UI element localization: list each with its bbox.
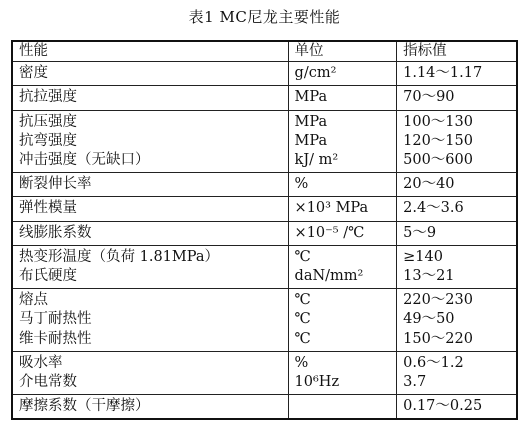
property-name: 抗压强度 [19,113,77,130]
property-unit: ℃ [294,248,311,265]
property-name: 线膨胀系数 [19,224,92,241]
property-value: 20～40 [403,176,455,193]
property-name: 抗拉强度 [19,89,77,106]
property-name: 维卡耐热性 [19,330,92,347]
property-name: 吸水率 [19,354,63,371]
property-value: 150～220 [403,330,473,347]
property-value: 49～50 [403,311,455,328]
property-value: 100～130 [403,113,473,130]
property-value: ≥140 [403,248,443,265]
property-value: 5～9 [403,224,437,241]
property-value: 220～230 [403,292,473,309]
property-value: 70～90 [403,89,455,106]
property-unit: 10⁶Hz [294,374,340,391]
property-unit: MPa [294,132,328,149]
property-unit: kJ/ m² [294,152,339,169]
table-row [12,351,517,394]
property-value: 0.6～1.2 [403,354,464,371]
header-unit: 单位 [288,41,397,62]
property-name: 密度 [19,65,48,82]
table-row [12,395,517,420]
property-value: 500～600 [403,152,473,169]
property-name: 马丁耐热性 [19,311,92,328]
property-value: 120～150 [403,132,473,149]
header-property: 性能 [12,41,288,62]
property-value: 2.4～3.6 [403,200,464,217]
table-header-row [12,41,517,62]
property-name: 介电常数 [19,374,77,391]
properties-table [11,40,518,420]
property-name: 断裂伸长率 [19,176,92,193]
property-unit: ℃ [294,292,311,309]
property-unit: % [294,354,309,371]
property-name: 热变形温度（负荷 1.81MPa） [19,248,219,265]
property-unit: ℃ [294,311,311,328]
property-value: 3.7 [403,374,427,391]
property-unit: g/cm² [294,65,337,82]
table-row [12,86,517,110]
property-unit: % [294,176,309,193]
table-row [12,110,517,173]
property-unit: daN/mm² [294,268,364,285]
table-row [12,289,517,352]
table-title: 表1 MC尼龙主要性能 [188,8,341,26]
property-value: 1.14～1.17 [403,65,483,82]
table-row [12,221,517,245]
property-unit: ℃ [294,330,311,347]
header-value: 指标值 [397,41,517,62]
property-name: 布氏硬度 [19,268,77,285]
property-name: 抗弯强度 [19,132,77,149]
table-row [12,62,517,86]
property-value: 13～21 [403,268,455,285]
property-unit: ×10³ MPa [294,200,369,217]
property-unit: ×10⁻⁵ /℃ [294,224,365,241]
property-name: 冲击强度（无缺口） [19,152,150,169]
table-row [12,197,517,221]
property-unit: MPa [294,89,328,106]
table-row [12,173,517,197]
property-name: 弹性模量 [19,200,77,217]
property-unit: MPa [294,113,328,130]
property-name: 摩擦系数（干摩擦） [19,398,150,415]
table-row [12,245,517,288]
property-name: 熔点 [19,292,48,309]
property-value: 0.17～0.25 [403,398,483,415]
